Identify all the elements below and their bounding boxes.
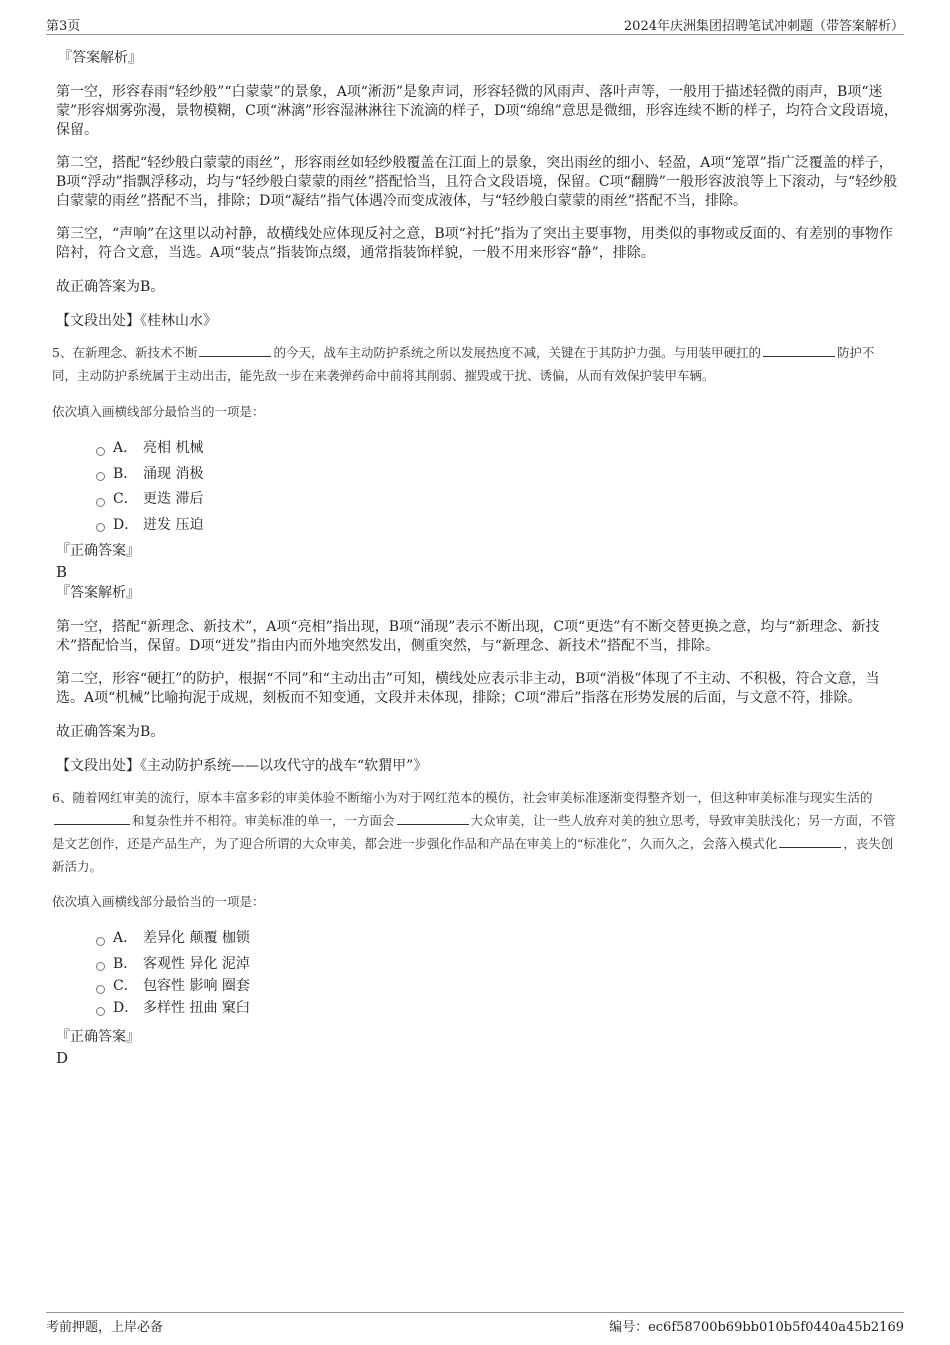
analysis-paragraph: 第一空，形容春雨“轻纱般”“白蒙蒙”的景象，A项“淅沥”是象声词，形容轻微的风雨声、落叶声等，一般用于描述轻微的雨声，B项“迷蒙”形容烟雾弥漫，景物模糊，C项“淋漓”形容湿淋淋往下流滴的样子，D项“绵绵”意思是微细，形容连续不断的样子，均符合文段语境，保留。 [56, 84, 898, 138]
option-a[interactable]: A． 差异化 颠覆 枷锁 [96, 926, 898, 952]
fill-blank [199, 344, 271, 357]
fill-blank [397, 812, 469, 825]
option-b[interactable]: B． 涌现 消极 [96, 462, 898, 488]
fill-blank [779, 835, 841, 848]
source-citation: 【文段出处】《主动防护系统——以攻代守的战车“软猬甲”》 [56, 758, 428, 774]
correct-answer-label: 『正确答案』 [56, 1028, 140, 1045]
question-6-options [96, 926, 898, 1022]
question-6-stem: 6、随着网红审美的流行，原本丰富多彩的审美体验不断缩小为对于网红范本的模仿，社会审美标准逐渐变得整齐划一，但这种审美标准与现实生活的和复杂性并不相符。审美标准的单一，一方面会 大众审美，让一些人放弃对美的独立思考，导致审美肤浅化；另一方面，不管是文艺创作，还是产品生产，为了迎合所谓的大众审美，都会进一步强化作品和产品在审美上的“标准化”，久而久之，会落入模式化 ，丧失创新活力。 [52, 790, 896, 874]
page-footer [46, 1312, 904, 1337]
analysis-paragraph: 第二空，形容“硬扛”的防护，根据“不同”和“主动出击”可知，横线处应表示非主动，B项“消极”体现了不主动、不积极，符合文意，当选。A项“机械”比喻拘泥于成规，刻板而不知变通，文段并未体现，排除；C项“滞后”指落在形势发展的后面，与文意不符，排除。 [56, 671, 880, 706]
analysis-label: 『答案解析』 [58, 50, 142, 66]
analysis-label: 『答案解析』 [56, 585, 140, 601]
option-c[interactable]: C． 包容性 影响 圈套 [96, 977, 898, 996]
analysis-paragraph: 第一空，搭配“新理念、新技术”，A项“亮相”指出现，B项“涌现”表示不断出现，C项“更迭”有不断交替更换之意，均与“新理念、新技术”搭配恰当，保留。D项“迸发”指由内而外地突然发出，侧重突然，与“新理念、新技术”搭配不当，排除。 [56, 619, 880, 654]
radio-icon[interactable] [96, 1007, 105, 1016]
question-prompt: 依次填入画横线部分最恰当的一项是： [52, 404, 265, 419]
fill-blank [54, 812, 130, 825]
correct-answer: B [56, 563, 68, 581]
analysis-paragraph: 第二空，搭配“轻纱般白蒙蒙的雨丝”，形容雨丝如轻纱般覆盖在江面上的景象，突出雨丝的细小、轻盈，A项“笼罩”指广泛覆盖的样子，B项“浮动”指飘浮移动，均与“轻纱般白蒙蒙的雨丝”搭配恰当，且符合文段语境，保留。C项“翻腾”一般形容波浪等上下滚动，与“轻纱般白蒙蒙的雨丝”搭配不当，排除；D项“凝结”指气体遇冷而变成液体，与“轻纱般白蒙蒙的雨丝”搭配不当，排除。 [56, 155, 898, 209]
page-content [52, 46, 898, 1067]
page-number: 第3页 [46, 19, 81, 34]
radio-icon[interactable] [96, 985, 105, 994]
question-5-options [96, 436, 898, 538]
document-title: 2024年庆洲集团招聘笔试冲刺题（带答案解析） [623, 19, 904, 34]
option-a[interactable]: A． 亮相 机械 [96, 436, 898, 462]
radio-icon[interactable] [96, 962, 105, 971]
correct-answer: D [56, 1048, 69, 1067]
option-d[interactable]: D． 迸发 压迫 [96, 513, 898, 539]
fill-blank [763, 344, 835, 357]
radio-icon[interactable] [96, 937, 105, 946]
conclusion: 故正确答案为B。 [56, 279, 165, 295]
conclusion: 故正确答案为B。 [56, 724, 165, 740]
radio-icon[interactable] [96, 447, 105, 456]
radio-icon[interactable] [96, 498, 105, 507]
option-b[interactable]: B． 客观性 异化 泥淖 [96, 952, 898, 978]
page-header [46, 12, 904, 35]
question-prompt: 依次填入画横线部分最恰当的一项是： [52, 894, 265, 909]
footer-slogan: 考前押题，上岸必备 [46, 1320, 164, 1335]
radio-icon[interactable] [96, 472, 105, 481]
source-citation: 【文段出处】《桂林山水》 [56, 313, 217, 329]
radio-icon[interactable] [96, 523, 105, 532]
option-c[interactable]: C． 更迭 滞后 [96, 487, 898, 513]
question-5-stem: 5、在新理念、新技术不断 的今天，战车主动防护系统之所以发展热度不减，关键在于其防护力强。与用装甲硬扛的 防护不同，主动防护系统属于主动出击，能先敌一步在来袭弹药命中前将其削弱、摧毁或干扰、诱偏，从而有效保护装甲车辆。 [52, 345, 875, 383]
document-code: 编号：ec6f58700b69bb010b5f0440a45b2169 [609, 1320, 904, 1335]
correct-answer-label: 『正确答案』 [56, 543, 140, 559]
analysis-paragraph: 第三空，“声响”在这里以动衬静，故横线处应体现反衬之意，B项“衬托”指为了突出主要事物，用类似的事物或反面的、有差别的事物作陪衬，符合文意，当选。A项“装点”指装饰点缀，通常指装饰样貌，一般不用来形容“静”，排除。 [56, 226, 893, 261]
option-d[interactable]: D． 多样性 扭曲 窠臼 [96, 996, 898, 1022]
